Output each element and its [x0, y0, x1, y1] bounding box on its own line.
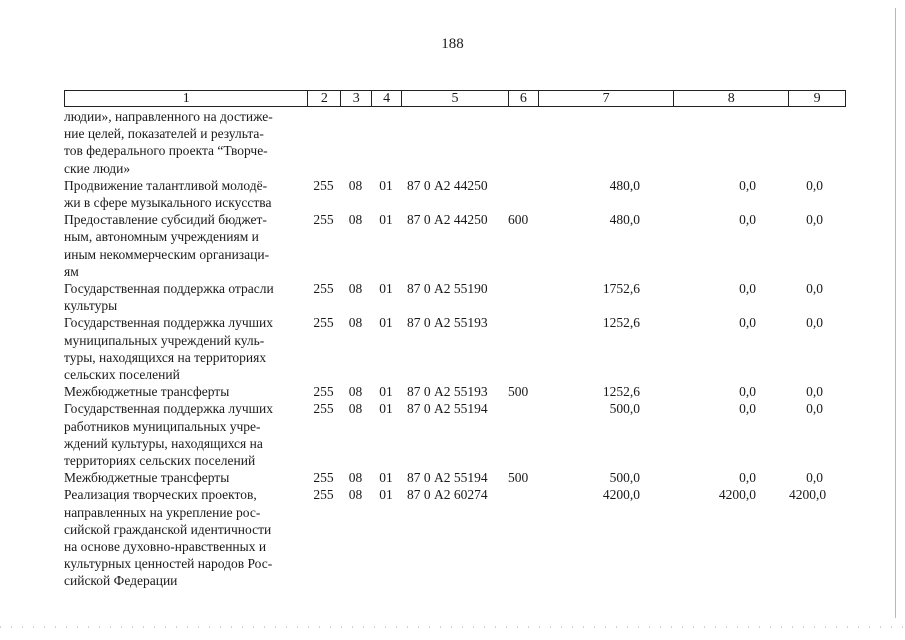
code-section: 08 — [348, 281, 363, 297]
header-col-8: 8 — [673, 91, 788, 106]
code-administrator: 255 — [313, 470, 334, 486]
header-col-9: 9 — [788, 91, 845, 106]
code-target-article: 87 0 А2 44250 — [407, 212, 488, 228]
code-section: 08 — [348, 315, 363, 331]
code-expense-type — [508, 314, 538, 383]
description-line: ждений культуры, находящихся на — [64, 435, 263, 451]
table-row — [64, 383, 846, 400]
code-subsection: 01 — [379, 177, 393, 193]
code-administrator: 255 — [313, 281, 334, 297]
description-line: направленных на укрепление рос- — [64, 504, 261, 520]
header-col-2: 2 — [307, 91, 340, 106]
code-subsection: 01 — [379, 384, 393, 400]
description-line: людии», направленного на достиже- — [64, 109, 273, 124]
code-subsection: 01 — [379, 281, 393, 297]
amount-year-1: 500,0 — [609, 470, 640, 486]
description-line: ным, автономным учреждениям и — [64, 229, 259, 245]
header-col-5: 5 — [401, 91, 508, 106]
table-row — [64, 314, 846, 383]
amount-year-1: 1252,6 — [602, 315, 640, 331]
amount-year-2: 0,0 — [739, 470, 756, 486]
description-line: культурных ценностей народов Рос- — [64, 556, 273, 572]
table-row — [64, 486, 846, 589]
code-target-article: 87 0 А2 55194 — [407, 401, 488, 417]
code-expense-type: 500 — [508, 384, 529, 400]
row-description — [64, 383, 307, 400]
code-section: 08 — [348, 470, 363, 486]
row-description — [64, 177, 307, 211]
code-expense-type: 600 — [508, 212, 529, 228]
row-description — [64, 314, 307, 383]
description-line: Межбюджетные трансферты — [64, 470, 230, 486]
amount-year-3: 0,0 — [806, 281, 823, 297]
amount-year-2: 0,0 — [739, 315, 756, 331]
description-line: тов федерального проекта “Творче- — [64, 143, 268, 159]
code-expense-type: 500 — [508, 470, 529, 486]
code-expense-type — [508, 177, 538, 211]
code-target-article: 87 0 А2 55193 — [407, 315, 488, 331]
table-header — [64, 90, 846, 107]
description-line: работников муниципальных учре- — [64, 418, 261, 434]
amount-year-2 — [674, 108, 789, 177]
row-description — [64, 108, 307, 177]
amount-year-1: 500,0 — [609, 401, 640, 417]
code-target-article: 87 0 А2 44250 — [407, 177, 488, 193]
description-line: культуры — [64, 298, 118, 314]
amount-year-2: 0,0 — [739, 177, 756, 193]
amount-year-2: 0,0 — [739, 212, 756, 228]
code-expense-type — [508, 280, 538, 314]
description-line: Предоставление субсидий бюджет- — [64, 212, 267, 228]
amount-year-1: 4200,0 — [602, 487, 640, 503]
code-administrator: 255 — [313, 384, 334, 400]
header-col-1: 1 — [182, 91, 190, 106]
code-section: 08 — [348, 212, 363, 228]
code-subsection: 01 — [379, 401, 393, 417]
amount-year-3: 0,0 — [806, 470, 823, 486]
header-col-3: 3 — [340, 91, 371, 106]
code-administrator — [307, 108, 340, 177]
code-subsection: 01 — [379, 470, 393, 486]
amount-year-1: 1252,6 — [602, 384, 640, 400]
code-section: 08 — [348, 401, 363, 417]
code-subsection: 01 — [379, 487, 393, 503]
amount-year-1: 480,0 — [609, 177, 640, 193]
amount-year-3: 0,0 — [806, 177, 823, 193]
code-section: 08 — [348, 384, 363, 400]
code-target-article — [401, 108, 508, 177]
description-line: Реализация творческих проектов, — [64, 487, 257, 503]
amount-year-3: 0,0 — [806, 315, 823, 331]
description-line: ние целей, показателей и результа- — [64, 126, 264, 142]
code-target-article: 87 0 А2 55190 — [407, 281, 488, 297]
description-line: Государственная поддержка лучших — [64, 315, 273, 331]
table-row — [64, 211, 846, 280]
description-line: жи в сфере музыкального искусства — [64, 195, 272, 211]
page-edge-line — [895, 8, 896, 618]
amount-year-3: 0,0 — [806, 384, 823, 400]
scan-artifact-line — [0, 626, 905, 628]
code-subsection: 01 — [379, 315, 393, 331]
amount-year-2: 0,0 — [739, 401, 756, 417]
table-row — [64, 177, 846, 211]
amount-year-2: 0,0 — [739, 281, 756, 297]
description-line: муниципальных учреждений куль- — [64, 332, 265, 348]
code-expense-type — [508, 108, 538, 177]
header-col-4: 4 — [371, 91, 401, 106]
amount-year-3 — [789, 108, 846, 177]
code-expense-type — [508, 400, 538, 469]
table-row — [64, 108, 846, 177]
description-line: Государственная поддержка лучших — [64, 401, 273, 417]
amount-year-2: 0,0 — [739, 384, 756, 400]
header-col-7: 7 — [538, 91, 674, 106]
description-line: на основе духовно-нравственных и — [64, 539, 267, 555]
description-line: туры, находящихся на территориях — [64, 349, 267, 365]
code-target-article: 87 0 А2 60274 — [407, 487, 488, 503]
row-description — [64, 400, 307, 469]
amount-year-3: 4200,0 — [789, 487, 827, 503]
row-description — [64, 280, 307, 314]
description-line: сельских поселений — [64, 367, 180, 383]
description-line: Межбюджетные трансферты — [64, 384, 230, 400]
description-line: Продвижение талантливой молодё- — [64, 177, 268, 193]
header-col-6: 6 — [508, 91, 538, 106]
code-expense-type — [508, 486, 538, 589]
description-line: территориях сельских поселений — [64, 453, 256, 469]
code-section: 08 — [348, 177, 363, 193]
amount-year-2: 4200,0 — [718, 487, 756, 503]
amount-year-3: 0,0 — [806, 212, 823, 228]
code-subsection — [371, 108, 401, 177]
description-line: ям — [64, 263, 79, 279]
description-line: сийской Федерации — [64, 573, 178, 589]
code-subsection: 01 — [379, 212, 393, 228]
description-line: сийской гражданской идентичности — [64, 521, 272, 537]
amount-year-1: 1752,6 — [602, 281, 640, 297]
code-target-article: 87 0 А2 55193 — [407, 384, 488, 400]
row-description — [64, 469, 307, 486]
amount-year-3: 0,0 — [806, 401, 823, 417]
description-line: Государственная поддержка отрасли — [64, 281, 274, 297]
table-body — [64, 108, 846, 590]
description-line: ские люди» — [64, 160, 131, 176]
code-section: 08 — [348, 487, 363, 503]
code-administrator: 255 — [313, 487, 334, 503]
code-administrator: 255 — [313, 177, 334, 193]
code-administrator: 255 — [313, 212, 334, 228]
code-administrator: 255 — [313, 401, 334, 417]
amount-year-1 — [538, 108, 674, 177]
row-description — [64, 486, 307, 589]
code-section — [340, 108, 371, 177]
page-number: 188 — [441, 36, 464, 52]
code-target-article: 87 0 А2 55194 — [407, 470, 488, 486]
table-row — [64, 400, 846, 469]
table-row — [64, 469, 846, 486]
code-administrator: 255 — [313, 315, 334, 331]
amount-year-1: 480,0 — [609, 212, 640, 228]
description-line: иным некоммерческим организаци- — [64, 246, 270, 262]
table-row — [64, 280, 846, 314]
row-description — [64, 211, 307, 280]
